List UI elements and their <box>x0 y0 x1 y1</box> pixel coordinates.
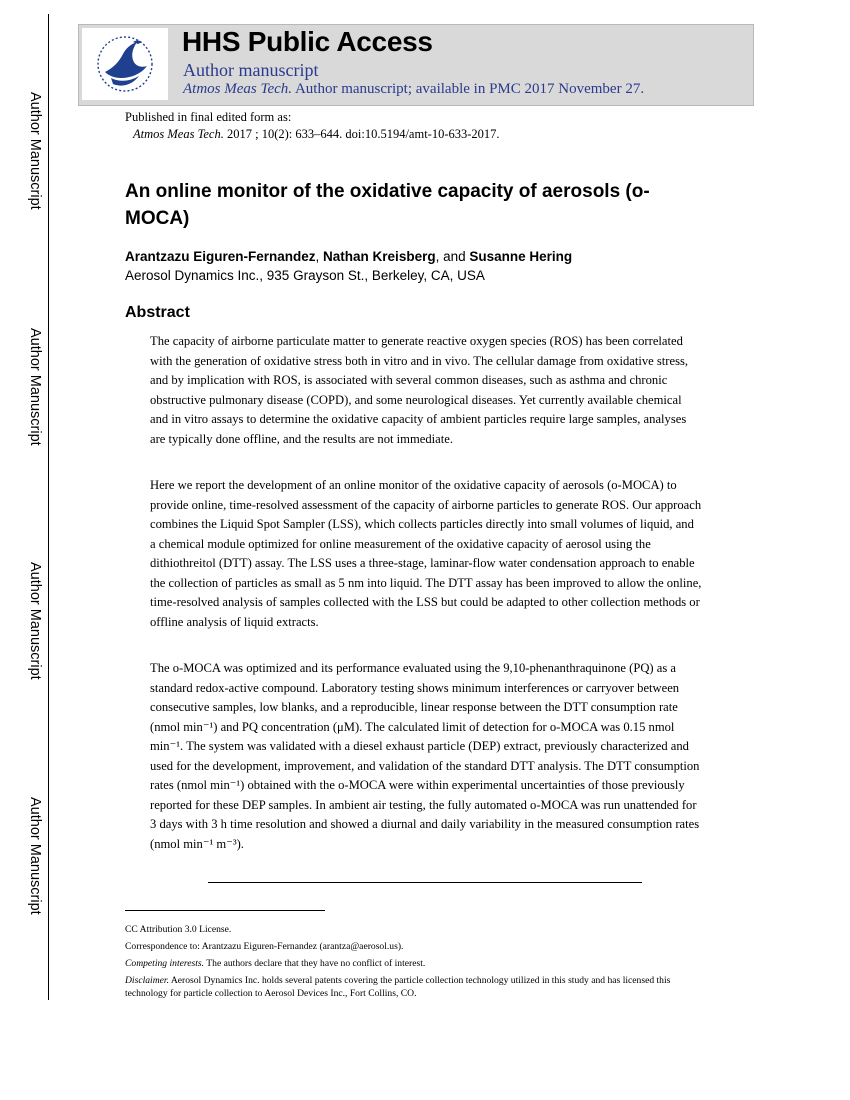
side-label-author-manuscript: Author Manuscript <box>27 328 43 446</box>
side-label-author-manuscript: Author Manuscript <box>27 562 43 680</box>
journal-name: Atmos Meas Tech. <box>183 81 293 97</box>
abstract-paragraph: The o-MOCA was optimized and its performance evaluated using the 9,10-phenanthraquinone (PQ) as a standard redox-active compound. Laboratory testing shows minimum interferences or carryover between consecutive samples, low blanks, and a reproducible, linear response between the DTT consumption rate (nmol min⁻¹) and PQ concentration (μM). The calculated limit of detection for o-MOCA was 0.15 nmol min⁻¹. The system was validated with a diesel exhaust particle (DEP) extract, previously characterized and used for the development, improvement, and validation of the standard DTT analysis. The DTT consumption rates (nmol min⁻¹) obtained with the o-MOCA were within experimental uncertainties of those previously reported for these DEP samples. In ambient air testing, the fully automated o-MOCA was run unattended for 3 days with 3 h time resolution and showed a diurnal and daily variability in the measured consumption rates (nmol min⁻¹ m⁻³). <box>150 661 700 851</box>
availability-text: Author manuscript; available in PMC 2017 November 27. <box>292 81 645 97</box>
affiliation: Aerosol Dynamics Inc., 935 Grayson St., Berkeley, CA, USA <box>125 268 485 283</box>
author-name: Arantzazu Eiguren-Fernandez <box>125 249 316 264</box>
footnote-label: Competing interests. <box>125 958 205 969</box>
abstract-end-rule <box>208 882 642 883</box>
author-name: Nathan Kreisberg <box>323 249 436 264</box>
footnote-text: Aerosol Dynamics Inc. holds several patents covering the particle collection technology utilized in this study and has licensed this technology for particle collection to Aerosol Devices Inc., Fort Collins, CO. <box>125 975 671 999</box>
availability-line <box>183 81 644 98</box>
abstract-paragraph: Here we report the development of an online monitor of the oxidative capacity of aerosols (o-MOCA) to provide online, time-resolved assessment of the capacity of airborne particles to generate ROS. Our approach combines the Liquid Spot Sampler (LSS), which collects particles directly into small volumes of liquid, and a chemical module optimized for online measurement of the oxidative capacity of aerosol using the dithiothreitol (DTT) assay. The LSS uses a three-stage, laminar-flow water condensation approach to enable the collection of particles as small as 5 nm into liquid. The DTT assay has been improved to allow the online, time-resolved analysis of samples collected with the LSS but could be adapted to other collection methods or offline analysis of liquid extracts. <box>150 478 702 629</box>
citation-text: 2017 ; 10(2): 633–644. doi:10.5194/amt-10-633-2017. <box>223 127 500 141</box>
hhs-logo <box>82 28 168 100</box>
correspondence-footnote: Correspondence to: Arantzazu Eiguren-Fernandez (arantza@aerosol.us). <box>125 941 404 952</box>
license-footnote: CC Attribution 3.0 License. <box>125 924 232 935</box>
citation-line <box>133 127 500 142</box>
author-separator: , <box>315 249 324 264</box>
competing-interests-footnote <box>125 957 705 970</box>
author-name: Susanne Hering <box>469 249 573 264</box>
abstract-paragraph: The capacity of airborne particulate matter to generate reactive oxygen species (ROS) has been correlated with the generation of oxidative stress both in vitro and in vivo. The cellular damage from oxidative stress, and by implication with ROS, is associated with several common diseases, such as asthma and chronic obstructive pulmonary disease (COPD), and some neurological diseases. Yet currently available chemical and in vitro assays to determine the oxidative capacity of ambient particles require large samples, analyses are typically done offline, and the results are not immediate. <box>150 334 689 446</box>
article-title: An online monitor of the oxidative capacity of aerosols (o-MOCA) <box>125 181 650 229</box>
hhs-public-access-title: HHS Public Access <box>182 26 433 57</box>
author-manuscript-label: Author manuscript <box>183 60 319 80</box>
published-in-label: Published in final edited form as: <box>125 110 292 124</box>
author-separator: , and <box>435 249 470 264</box>
side-label-author-manuscript: Author Manuscript <box>27 92 43 210</box>
footnote-rule <box>125 910 325 911</box>
author-list <box>125 249 572 264</box>
footnote-text: The authors declare that they have no conflict of interest. <box>204 958 426 969</box>
side-label-author-manuscript: Author Manuscript <box>27 797 43 915</box>
hhs-eagle-logo-icon <box>89 32 161 96</box>
footnote-label: Disclaimer. <box>125 975 169 986</box>
abstract-heading: Abstract <box>125 304 190 321</box>
disclaimer-footnote <box>125 974 705 1000</box>
citation-journal: Atmos Meas Tech. <box>133 127 224 141</box>
